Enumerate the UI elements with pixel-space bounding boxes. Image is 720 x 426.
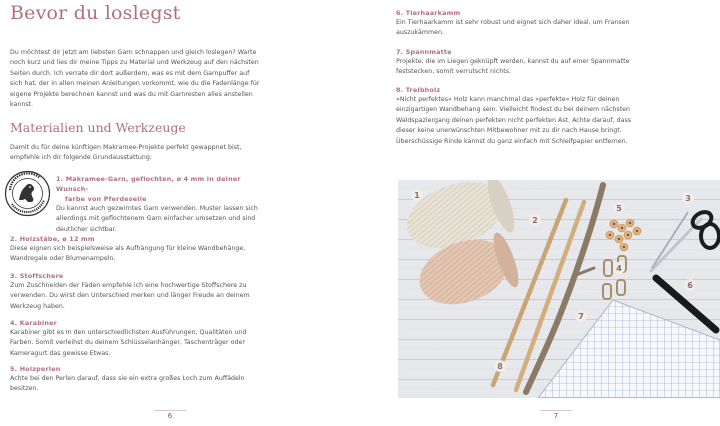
folio-rule	[154, 410, 186, 411]
section-heading: Materialien und Werkzeuge	[10, 120, 186, 135]
item-7	[396, 47, 652, 78]
item-3-heading: 3. Stoffschere	[10, 272, 64, 280]
section-intro: Damit du für deine künftigen Makramee-Projekte perfekt gewappnet bist, empfehle ich dir folgende Grundausstattung:	[10, 144, 242, 162]
item-2-heading: 2. Holzstäbe, ø 12 mm	[10, 235, 95, 243]
svg-text:7: 7	[578, 312, 584, 321]
item-2-text: Diese eignen sich beispielsweise als Aufhängung für kleine Wandbehänge, Wandregale oder Blumenampeln.	[10, 245, 246, 263]
svg-text:2: 2	[532, 216, 538, 225]
intro-paragraph: Du möchtest dir jetzt am liebsten Garn schnappen und gleich loslegen? Warte noch kurz und lies dir meine Tipps zu Material und Werkzeug auf den nächsten Seiten durch. Ich verrate dir dort außerdem, was es mit dem Garnpuffer auf sich hat, der in allen meinen Anleitungen vorkommt, wie du die Fadenlänge für eigene Projekte berechnen kannst und was du mit Garnresten alles anstellen kannst.	[10, 49, 260, 109]
item-7-text: Projekte, die im Liegen geknüpft werden, kannst du auf einer Spannmatte feststecken, somit verrutscht nichts.	[396, 58, 630, 76]
item-8	[396, 85, 652, 147]
svg-text:1: 1	[414, 191, 420, 200]
page-number: 6	[167, 412, 173, 420]
item-1-heading: 1. Makramee-Garn, geflochten, ø 4 mm in deiner Wunsch-	[56, 175, 241, 193]
made-in-germany-stamp	[4, 170, 51, 217]
page-number: 7	[553, 412, 559, 420]
item-1-text: Du kannst auch gezwirntes Garn verwenden. Muster lassen sich allerdings mit geflochtenem Garn einfacher umsetzen und sind deutlicher sichtbar.	[56, 205, 258, 233]
item-7-heading: 7. Spannmatte	[396, 48, 452, 56]
item-4-heading: 4. Karabiner	[10, 319, 58, 327]
item-5	[10, 364, 262, 395]
item-3-text: Zum Zuschneiden der Fäden empfehle ich eine hochwertige Stoffschere zu verwenden. Du wirst den Unterschied merken und länger Freude an deinem Werkzeug haben.	[10, 282, 250, 310]
svg-text:5: 5	[616, 204, 622, 213]
item-5-heading: 5. Holzperlen	[10, 365, 61, 373]
svg-text:8: 8	[497, 362, 503, 371]
item-5-text: Achte bei den Perlen darauf, dass sie ein extra großes Loch zum Auffädeln besitzen.	[10, 375, 245, 393]
item-1	[56, 174, 262, 235]
item-4	[10, 318, 262, 359]
svg-text:3: 3	[685, 194, 691, 203]
item-2	[10, 234, 262, 265]
folio-rule	[540, 410, 572, 411]
item-6-text: Ein Tierhaarkamm ist sehr robust und eignet sich daher ideal, um Fransen auszukämmen.	[396, 19, 630, 37]
item-4-text: Karabiner gibt es in den unterschiedlichsten Ausführungen, Qualitäten und Farben. Somit verleihst du deinem Schlüsselanhänger, Taschenträger oder Kameragurt das gewisse Etwas.	[10, 329, 247, 357]
item-8-heading: 8. Treibholz	[396, 86, 441, 94]
svg-text:4: 4	[616, 264, 622, 273]
right-page	[372, 0, 720, 426]
item-3	[10, 271, 262, 312]
svg-text:6: 6	[687, 281, 693, 290]
item-1-heading-cont: farbe von Pferdeseile	[65, 195, 147, 203]
item-6	[396, 8, 652, 39]
materials-photo	[398, 180, 720, 398]
item-6-heading: 6. Tierhaarkamm	[396, 9, 461, 17]
page-title: Bevor du loslegst	[10, 2, 181, 24]
item-8-text: »Nicht perfektes« Holz kann manchmal das »perfekte« Holz für deinen einzigartigen Wandbehang sein. Vielleicht findest du bei deinem nächsten Waldspaziergang deinen perfekten nicht perfekten Ast. Achte darauf, dass dieser keine unerwünschten Mitbewohner mit zu dir nach Hause bringt. Überschüssige Rinde kannst du ganz einfach mit Schleifpapier entfernen.	[396, 96, 632, 145]
